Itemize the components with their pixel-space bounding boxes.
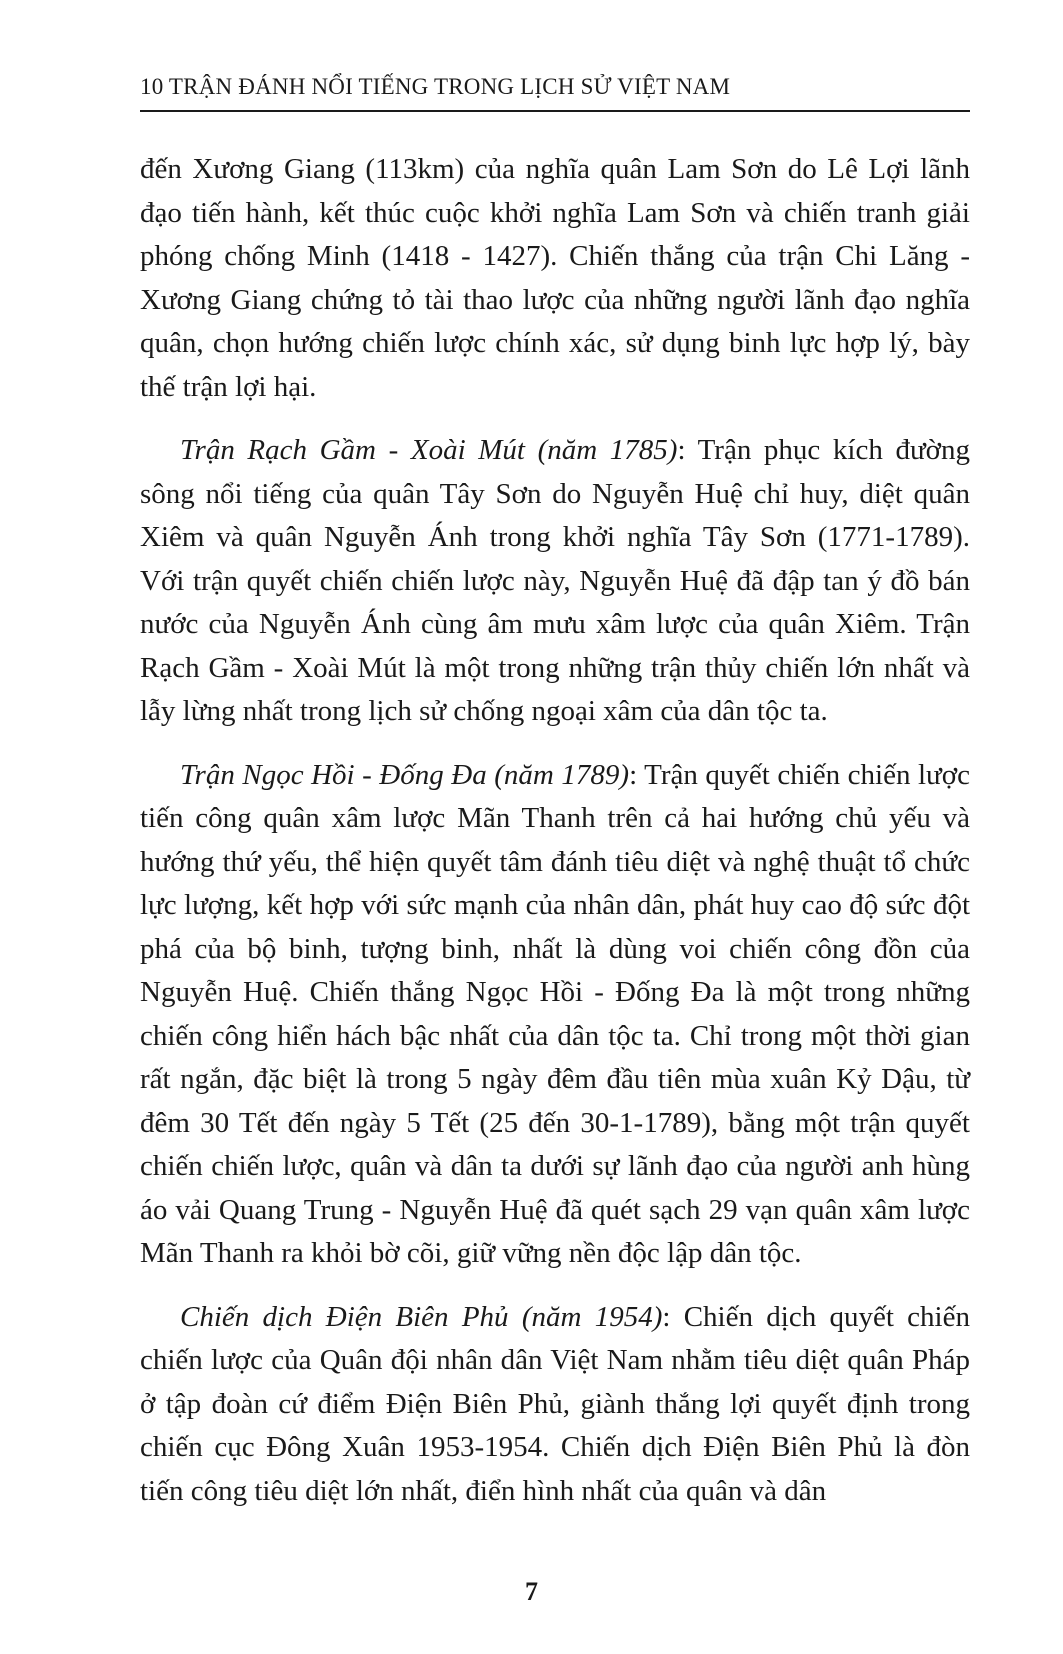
paragraph-dien-bien-phu (140, 1296, 970, 1514)
paragraph-text: : Trận quyết chiến chiến lược tiến công quân xâm lược Mãn Thanh trên cả hai hướng chủ yếu và hướng thứ yếu, thể hiện quyết tâm đánh tiêu diệt và nghệ thuật tổ chức lực lượng, kết hợp với sức mạnh của nhân dân, phát huy cao độ sức đột phá của bộ binh, tượng binh, nhất là dùng voi chiến công đồn của Nguyễn Huệ. Chiến thắng Ngọc Hồi - Đống Đa là một trong những chiến công hiển hách bậc nhất của dân tộc ta. Chỉ trong một thời gian rất ngắn, đặc biệt là trong 5 ngày đêm đầu tiên mùa xuân Kỷ Dậu, từ đêm 30 Tết đến ngày 5 Tết (25 đến 30-1-1789), bằng một trận quyết chiến chiến lược, quân và dân ta dưới sự lãnh đạo của người anh hùng áo vải Quang Trung - Nguyễn Huệ đã quét sạch 29 vạn quân xâm lược Mãn Thanh ra khỏi bờ cõi, giữ vững nền độc lập dân tộc. (140, 758, 970, 1269)
page-body (140, 148, 970, 1513)
header-rule (140, 110, 970, 112)
paragraph-text: : Chiến dịch quyết chiến chiến lược của Quân đội nhân dân Việt Nam nhằm tiêu diệt quân Pháp ở tập đoàn cứ điểm Điện Biên Phủ, giành thắng lợi quyết định trong chiến cục Đông Xuân 1953-1954. Chiến dịch Điện Biên Phủ là đòn tiến công tiêu diệt lớn nhất, điển hình nhất của quân và dân (140, 1300, 970, 1507)
paragraph-text: đến Xương Giang (113km) của nghĩa quân Lam Sơn do Lê Lợi lãnh đạo tiến hành, kết thúc cuộc khởi nghĩa Lam Sơn và chiến tranh giải phóng chống Minh (1418 - 1427). Chiến thắng của trận Chi Lăng - Xương Giang chứng tỏ tài thao lược của những người lãnh đạo nghĩa quân, chọn hướng chiến lược chính xác, sử dụng binh lực hợp lý, bày thế trận lợi hại. (140, 153, 970, 403)
paragraph-text: : Trận phục kích đường sông nổi tiếng của quân Tây Sơn do Nguyễn Huệ chỉ huy, diệt quân Xiêm và quân Nguyễn Ánh trong khởi nghĩa Tây Sơn (1771-1789). Với trận quyết chiến chiến lược này, Nguyễn Huệ đã đập tan ý đồ bán nước của Nguyễn Ánh cùng âm mưu xâm lược của quân Xiêm. Trận Rạch Gầm - Xoài Mút là một trong những trận thủy chiến lớn nhất và lẫy lừng nhất trong lịch sử chống ngoại xâm của dân tộc ta. (140, 434, 970, 727)
paragraph-ngoc-hoi-dong-da (140, 754, 970, 1276)
paragraph-lead-title: Chiến dịch Điện Biên Phủ (năm 1954) (180, 1300, 663, 1333)
paragraph-lead-title: Trận Rạch Gầm - Xoài Mút (năm 1785) (180, 434, 678, 466)
running-header: 10 TRẬN ĐÁNH NỔI TIẾNG TRONG LỊCH SỬ VIỆT NAM (140, 74, 731, 99)
paragraph-lead-title: Trận Ngọc Hồi - Đống Đa (năm 1789) (180, 758, 630, 791)
paragraph-continuation (140, 148, 970, 409)
page-number: 7 (525, 1577, 538, 1606)
paragraph-rach-gam-xoai-mut (140, 429, 970, 734)
